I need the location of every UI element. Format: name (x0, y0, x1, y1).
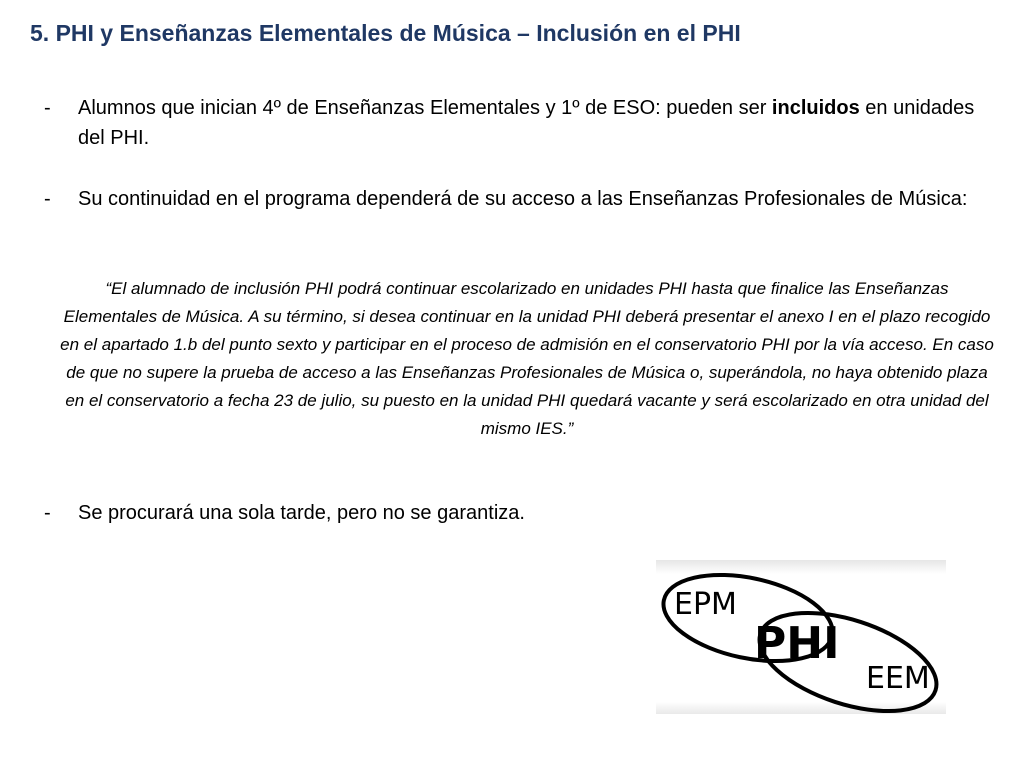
bullet-text: Se procurará una sola tarde, pero no se garantiza. (78, 502, 525, 524)
bullet-text-bold: incluidos (771, 97, 860, 119)
bullet-dash: - (44, 502, 51, 524)
phi-label: PHI (754, 618, 840, 669)
eem-label: EEM (866, 661, 930, 696)
bullet-item-inclusion (44, 93, 994, 153)
legal-quote: “El alumnado de inclusión PHI podrá continuar escolarizado en unidades PHI hasta que finalice las Enseñanzas Elementales de Música. A su término, si desea continuar en la unidad PHI deberá presentar el anexo I en el plazo recogido en el apartado 1.b del punto sexto y participar en el proceso de admisión en el conservatorio PHI por la vía acceso. En caso de que no supere la prueba de acceso a las Enseñanzas Profesionales de Música o, superándola, no haya obtenido plaza en el conservatorio a fecha 23 de julio, su puesto en la unidad PHI quedará vacante y será escolarizado en otra unidad del mismo IES.” (60, 279, 994, 438)
bullet-item-schedule (44, 498, 994, 528)
bullet-text: Su continuidad en el programa dependerá de su acceso a las Enseñanzas Profesionales de Música: (78, 188, 968, 210)
bullet-text-part: en unidades del PHI. (78, 97, 975, 149)
bullet-dash: - (44, 97, 51, 119)
bullet-text (78, 93, 994, 153)
bullet-dash: - (44, 188, 51, 210)
epm-label: EPM (674, 587, 737, 622)
bullet-text-part: Alumnos que inician 4º de Enseñanzas Elementales y 1º de ESO: pueden ser (78, 97, 772, 119)
venn-diagram-image (656, 560, 946, 714)
slide-title: 5. PHI y Enseñanzas Elementales de Música – Inclusión en el PHI (30, 20, 741, 46)
venn-diagram (656, 560, 946, 714)
bullet-item-continuity (44, 184, 994, 214)
